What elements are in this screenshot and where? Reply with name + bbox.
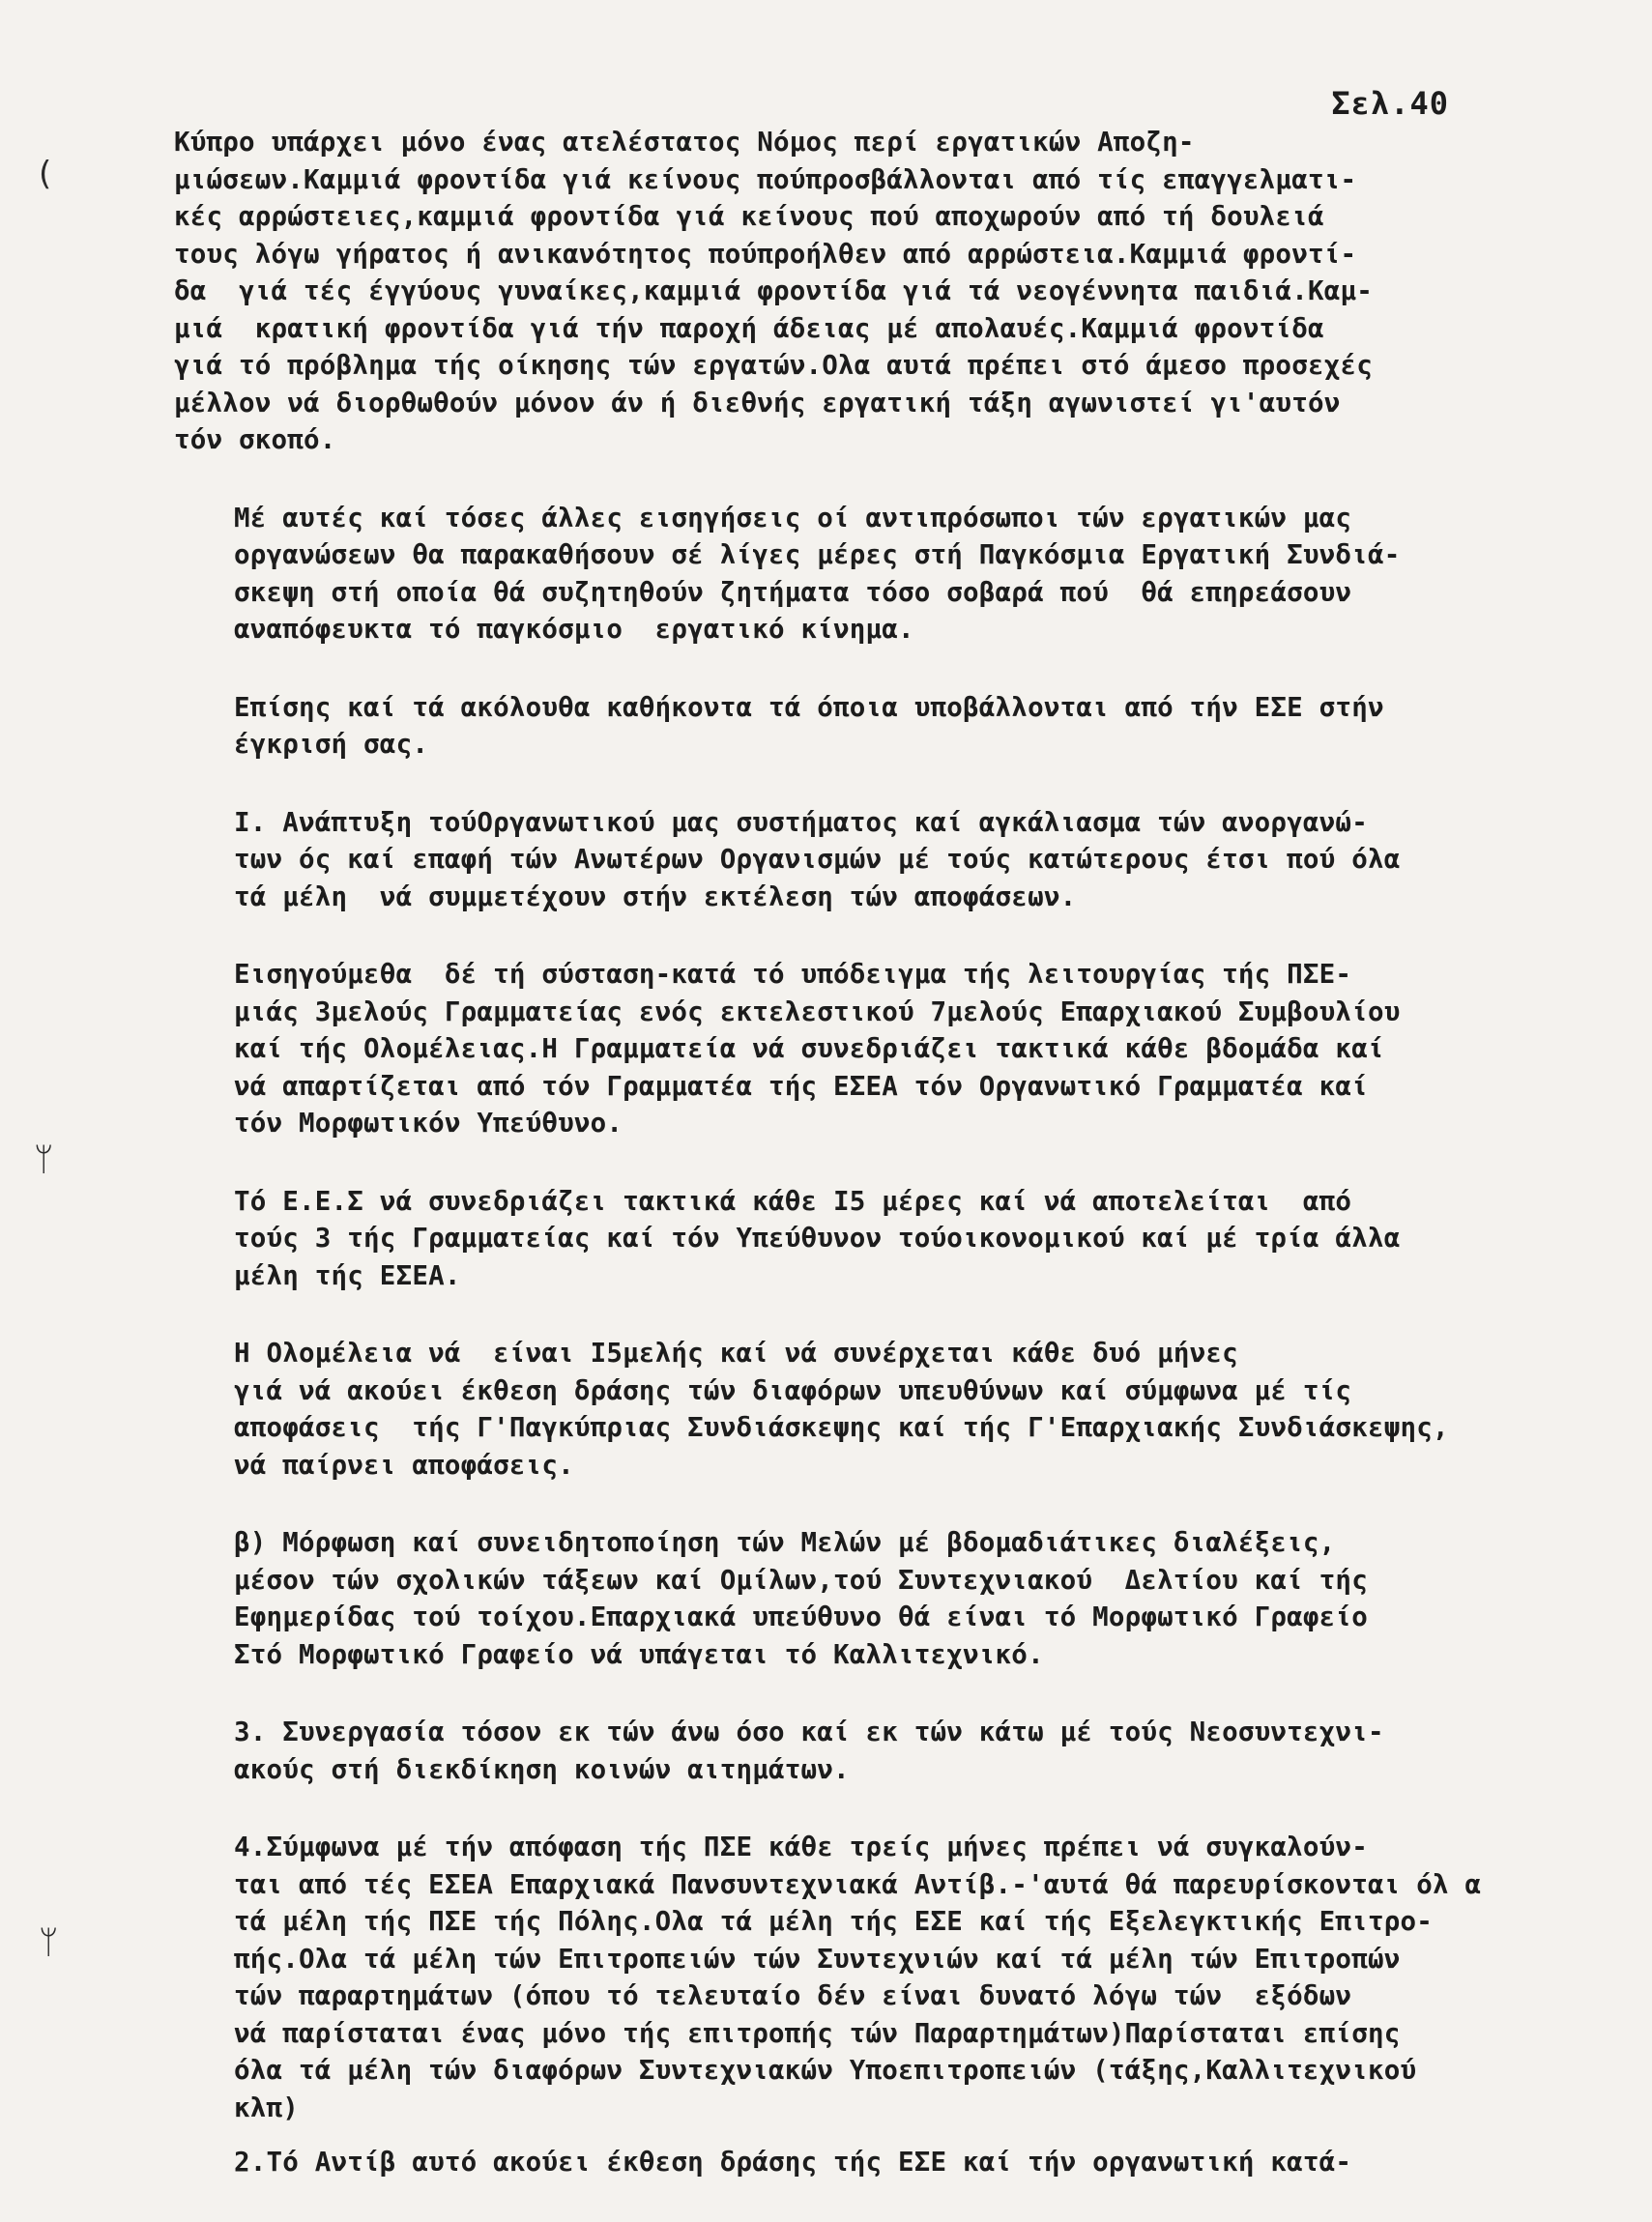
text-line: κές αρρώστειες,καμμιά φροντίδα γιά κείνους πού αποχωρούν από τή δουλειά [174, 201, 1324, 232]
text-line: δα γιά τές έγγύους γυναίκες,καμμιά φροντίδα γιά τά νεογέννητα παιδιά.Καμ- [174, 275, 1373, 306]
text-line: Εισηγούμεθα δέ τή σύσταση-κατά τό υπόδειγμα τής λειτουργίας τής ΠΣΕ- [234, 959, 1352, 990]
text-line: β) Μόρφωση καί συνειδητοποίηση τών Μελών μέ βδομαδιάτικες διαλέξεις, [234, 1527, 1336, 1558]
text-line: ται από τές ΕΣΕΑ Επαρχιακά Πανσυντεχνιακά Αντίβ.-'αυτά θά παρευρίσκονται όλ α [234, 1868, 1482, 1900]
paragraph [174, 1183, 1624, 1295]
paragraph [174, 1714, 1624, 1788]
text-line: I. Ανάπτυξη τούΟργανωτικού μας συστήματος καί αγκάλιασμα τών ανοργανώ- [234, 806, 1368, 838]
text-line: νά απαρτίζεται από τόν Γραμματέα τής ΕΣΕΑ τόν Οργανωτικό Γραμματέα καί [234, 1070, 1368, 1102]
text-line: τούς 3 τής Γραμματείας καί τόν Υπεύθυνον τούοικονομικού καί μέ τρία άλλα [234, 1223, 1401, 1254]
text-line: 4.Σύμφωνα μέ τήν απόφαση τής ΠΣΕ κάθε τρείς μήνες πρέπει νά συγκαλούν- [234, 1832, 1368, 1862]
text-line: τά μέλη τής ΠΣΕ τής Πόλης.Ολα τά μέλη τής ΕΣΕ καί τής Εξελεγκτικής Επιτρο- [234, 1906, 1433, 1937]
text-line: νά παίρνει αποφάσεις. [234, 1449, 574, 1481]
text-line: Τό Ε.Ε.Σ νά συνεδριάζει τακτικά κάθε I5 μέρες καί νά αποτελείται από [234, 1185, 1352, 1217]
text-line: ακούς στή διεκδίκηση κοινών αιτημάτων. [234, 1753, 850, 1785]
text-line: όλα τά μέλη τών διαφόρων Συντεχνιακών Υποεπιτροπειών (τάξης,Καλλιτεχνικού [234, 2055, 1417, 2086]
text-line: πής.Ολα τά μέλη τών Επιτροπειών τών Συντεχνιών καί τά μέλη τών Επιτροπών [234, 1943, 1401, 1975]
text-line: μιώσεων.Καμμιά φροντίδα γιά κείνους πούπροσβάλλονται από τίς επαγγελματι- [174, 163, 1357, 195]
text-line: αποφάσεις τής Γ'Παγκύπριας Συνδιάσκεψης καί τής Γ'Επαρχιακής Συνδιάσκεψης, [234, 1412, 1449, 1443]
text-line: κλπ) [234, 2092, 300, 2123]
text-line: Στό Μορφωτικό Γραφείο νά υπάγεται τό Καλλιτεχνικό. [234, 1638, 1044, 1670]
paragraph [174, 804, 1624, 916]
paragraph [174, 124, 1624, 459]
paragraph [174, 1829, 1624, 2126]
text-line: γιά νά ακούει έκθεση δράσης τών διαφόρων υπευθύνων καί σύμφωνα μέ τίς [234, 1374, 1352, 1406]
document-body [174, 124, 1624, 2222]
text-line: μέλη τής ΕΣΕΑ. [234, 1259, 461, 1291]
text-line: έγκρισή σας. [234, 729, 429, 760]
text-line: τόν σκοπό. [174, 424, 336, 455]
paragraph [174, 1335, 1624, 1484]
text-line: γιά τό πρόβλημα τής οίκησης τών εργατών.Ολα αυτά πρέπει στό άμεσο προσεχές [174, 350, 1373, 381]
text-line: τους λόγω γήρατος ή ανικανότητος πούπροήλθεν από αρρώστεια.Καμμιά φροντί- [174, 238, 1357, 270]
text-line: αναπόφευκτα τό παγκόσμιο εργατικό κίνημα. [234, 614, 914, 645]
text-line: Εφημερίδας τού τοίχου.Επαρχιακά υπεύθυνο θά είναι τό Μορφωτικό Γραφείο [234, 1602, 1368, 1632]
text-line: νά παρίσταται ένας μόνο τής επιτροπής τών Παραρτημάτων)Παρίσταται επίσης [234, 2017, 1401, 2049]
text-line: καί τής Ολομέλειας.Η Γραμματεία νά συνεδριάζει τακτικά κάθε βδομάδα καί [234, 1033, 1384, 1064]
text-line: σκεψη στή οποία θά συζητηθούν ζητήματα τόσο σοβαρά πού θά επηρεάσουν [234, 576, 1352, 608]
text-line: Η Ολομέλεια νά είναι I5μελής καί νά συνέρχεται κάθε δυό μήνες [234, 1338, 1238, 1369]
margin-mark-bottom: ᛘ [39, 1923, 59, 1962]
text-line: 2.Τό Αντίβ αυτό ακούει έκθεση δράσης τής ΕΣΕ καί τήν οργανωτική κατά- [234, 2147, 1352, 2178]
text-line: μέσον τών σχολικών τάξεων καί Ομίλων,τού Συντεχνιακού Δελτίου καί τής [234, 1564, 1368, 1596]
text-line: μιά κρατική φροντίδα γιά τήν παροχή άδειας μέ απολαυές.Καμμιά φροντίδα [174, 312, 1324, 344]
paragraph [174, 500, 1624, 649]
text-line: τών παραρτημάτων (όπου τό τελευταίο δέν είναι δυνατό λόγω τών εξόδων [234, 1980, 1352, 2011]
text-line: των ός καί επαφή τών Ανωτέρων Οργανισμών μέ τούς κατώτερους έτσι πού όλα [234, 844, 1401, 875]
text-line: Επίσης καί τά ακόλουθα καθήκοντα τά όποια υποβάλλονται από τήν ΕΣΕ στήν [234, 691, 1384, 723]
paragraph [174, 1524, 1624, 1673]
paragraph [174, 956, 1624, 1142]
text-line: οργανώσεων θα παρακαθήσουν σέ λίγες μέρες στή Παγκόσμια Εργατική Συνδιά- [234, 539, 1401, 570]
paragraph [174, 689, 1624, 764]
margin-mark-top: ( [39, 155, 52, 193]
text-line: μέλλον νά διορθωθούν μόνον άν ή διεθνής εργατική τάξη αγωνιστεί γι'αυτόν [174, 387, 1341, 418]
paragraph [174, 2144, 1624, 2181]
page-number: Σελ.40 [1331, 85, 1449, 122]
text-line: Μέ αυτές καί τόσες άλλες εισηγήσεις οί αντιπρόσωποι τών εργατικών μας [234, 502, 1352, 534]
text-line: Κύπρο υπάρχει μόνο ένας ατελέστατος Νόμος περί εργατικών Αποζη- [174, 127, 1195, 158]
text-line: 3. Συνεργασία τόσον εκ τών άνω όσο καί εκ τών κάτω μέ τούς Νεοσυντεχνι- [234, 1717, 1384, 1747]
text-line: μιάς 3μελούς Γραμματείας ενός εκτελεστικού 7μελούς Επαρχιακού Συμβουλίου [234, 996, 1401, 1027]
text-line: τά μέλη νά συμμετέχουν στήν εκτέλεση τών αποφάσεων. [234, 880, 1077, 912]
text-line: τόν Μορφωτικόν Υπεύθυνο. [234, 1108, 623, 1139]
margin-mark-middle: ᛘ [34, 1140, 54, 1179]
